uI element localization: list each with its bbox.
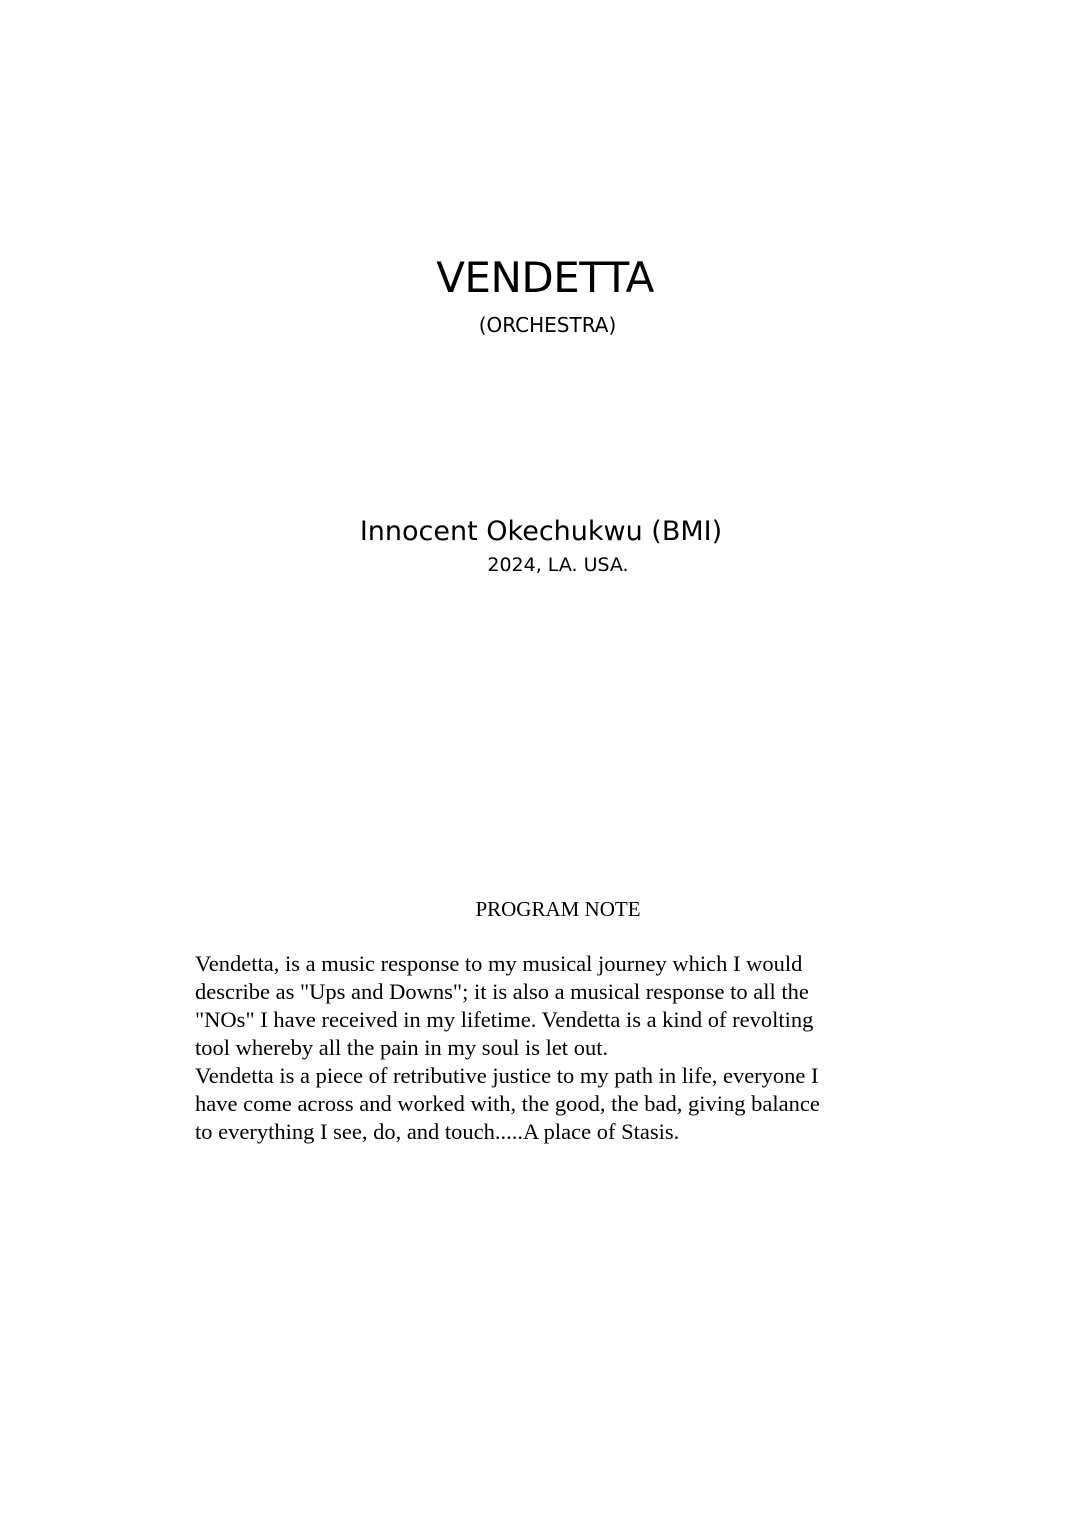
program-note-line: tool whereby all the pain in my soul is let out. <box>195 1035 609 1060</box>
program-note-body <box>195 950 925 1146</box>
program-note-line: Vendetta, is a music response to my musical journey which I would <box>195 951 803 976</box>
program-note-line: Vendetta is a piece of retributive justice to my path in life, everyone I <box>195 1063 819 1088</box>
program-note-line: describe as "Ups and Downs"; it is also a musical response to all the <box>195 979 809 1004</box>
program-note-line: have come across and worked with, the good, the bad, giving balance <box>195 1091 820 1116</box>
program-note-line: "NOs" I have received in my lifetime. Vendetta is a kind of revolting <box>195 1007 814 1032</box>
score-title: VENDETTA <box>436 253 654 302</box>
program-note-heading: PROGRAM NOTE <box>475 897 641 921</box>
date-and-place: 2024, LA. USA. <box>487 554 629 576</box>
score-subtitle: (ORCHESTRA) <box>478 313 617 337</box>
program-note-line: to everything I see, do, and touch.....A place of Stasis. <box>195 1119 680 1144</box>
composer-name: Innocent Okechukwu (BMI) <box>359 516 723 547</box>
